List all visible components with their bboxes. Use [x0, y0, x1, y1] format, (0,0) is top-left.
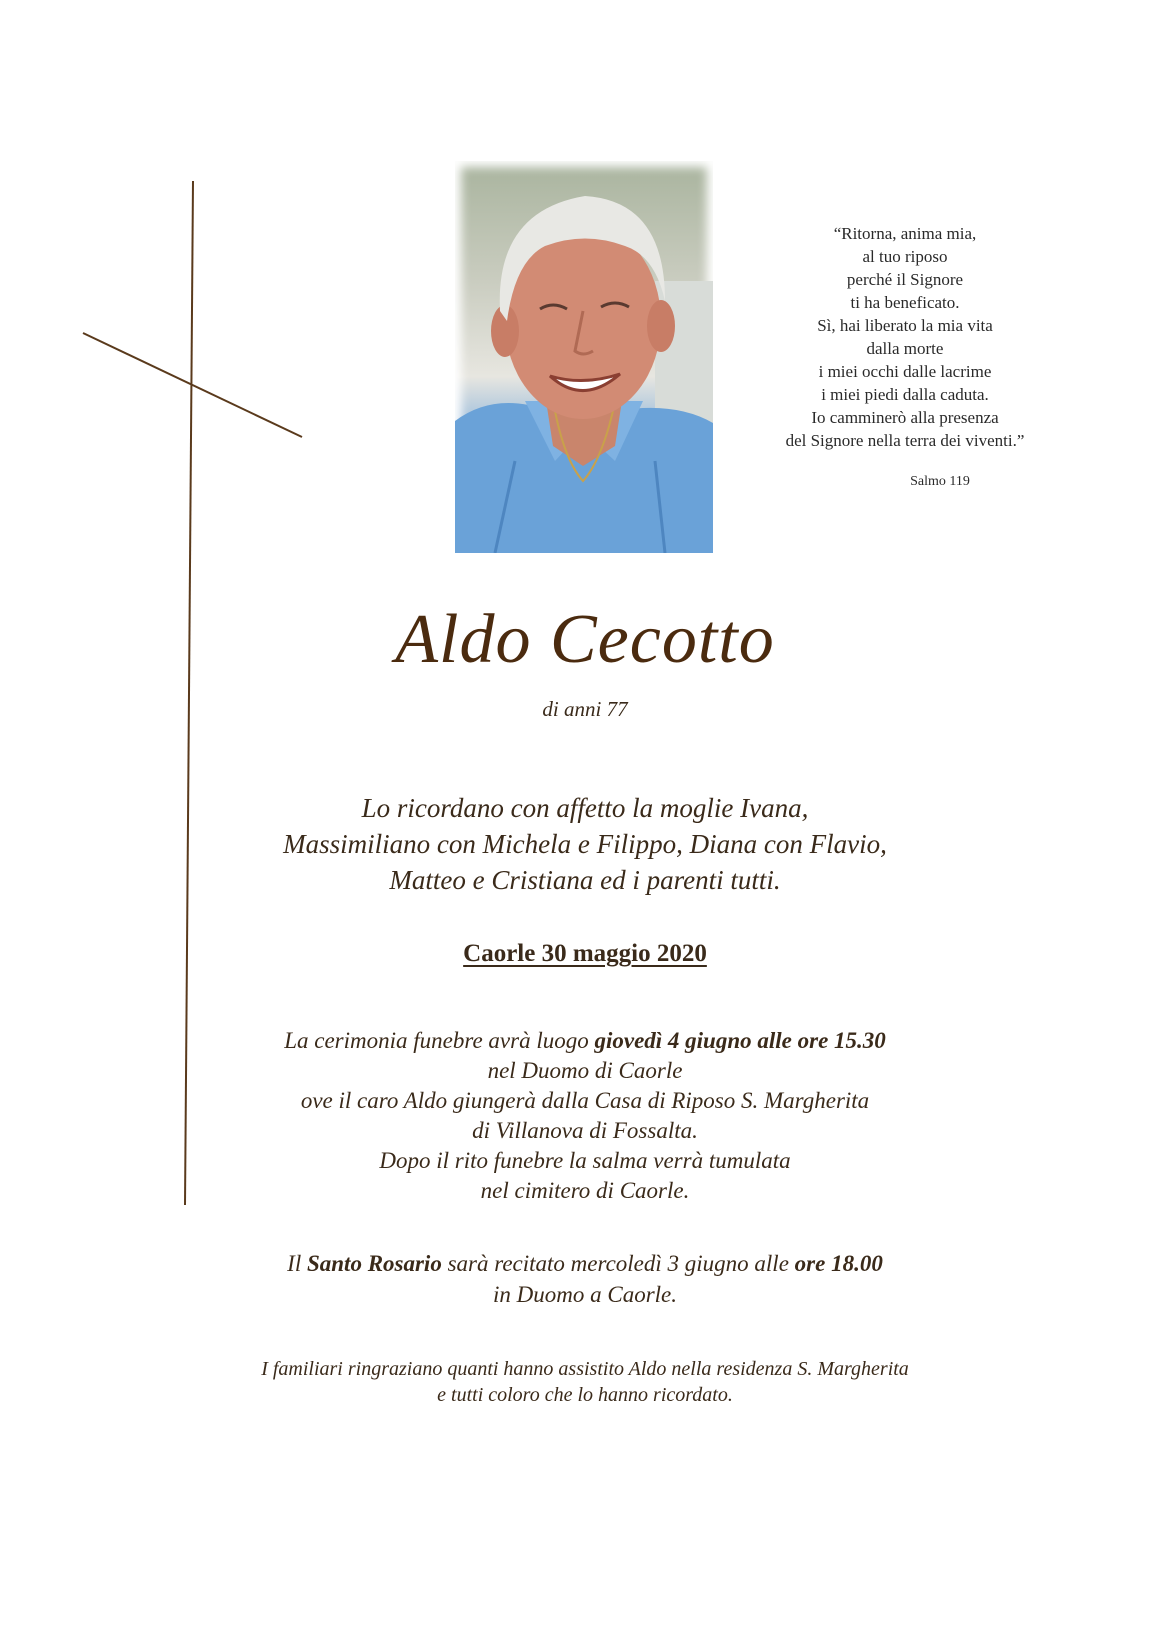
mourners-text — [0, 790, 1170, 898]
rosary-time: ore 18.00 — [794, 1251, 883, 1276]
rosary-title: Santo Rosario — [306, 1251, 442, 1276]
psalm-line: i miei piedi dalla caduta. — [821, 385, 989, 404]
mourners-line: Lo ricordano con affetto la moglie Ivana, — [361, 793, 809, 823]
rosary-line: in Duomo a Caorle. — [493, 1282, 677, 1307]
psalm-line: dalla morte — [866, 339, 944, 358]
psalm-line: al tuo riposo — [862, 247, 948, 266]
psalm-quote — [740, 222, 1070, 452]
ceremony-line: Dopo il rito funebre la salma verrà tumulata — [379, 1148, 791, 1173]
place-date-text: Caorle 30 maggio 2020 — [463, 940, 707, 967]
deceased-name: Aldo Cecotto — [395, 601, 775, 678]
deceased-age: di anni 77 — [542, 697, 628, 721]
thanks-line: I familiari ringraziano quanti hanno assistito Aldo nella residenza S. Margherita — [261, 1358, 909, 1380]
psalm-line: “Ritorna, anima mia, — [833, 224, 977, 243]
ceremony-line — [0, 1026, 1170, 1056]
psalm-line: Io camminerò alla presenza — [811, 408, 999, 427]
ceremony-text — [0, 1026, 1170, 1206]
portrait-photo — [455, 161, 713, 553]
ceremony-line-prefix: La cerimonia funebre avrà luogo — [284, 1028, 595, 1053]
place-date-heading — [0, 940, 1170, 968]
thanks-text — [0, 1356, 1170, 1408]
psalm-reference: Salmo 119 — [910, 474, 970, 489]
psalm-line: Sì, hai liberato la mia vita — [817, 316, 993, 335]
ceremony-line: di Villanova di Fossalta. — [472, 1118, 698, 1143]
rosary-line — [0, 1248, 1170, 1279]
mourners-line: Massimiliano con Michela e Filippo, Diana con Flavio, — [283, 829, 887, 859]
rosary-text — [0, 1248, 1170, 1310]
ceremony-line: nel cimitero di Caorle. — [480, 1178, 690, 1203]
rosary-middle: sarà recitato mercoledì 3 giugno alle — [441, 1251, 795, 1276]
psalm-line: ti ha beneficato. — [850, 293, 960, 312]
thanks-line: e tutti coloro che lo hanno ricordato. — [437, 1384, 733, 1406]
psalm-line: perché il Signore — [846, 270, 964, 289]
ceremony-datetime: giovedì 4 giugno alle ore 15.30 — [594, 1028, 886, 1053]
psalm-line: i miei occhi dalle lacrime — [818, 362, 992, 381]
mourners-line: Matteo e Cristiana ed i parenti tutti. — [389, 865, 781, 895]
ceremony-line: nel Duomo di Caorle — [487, 1058, 683, 1083]
ceremony-line: ove il caro Aldo giungerà dalla Casa di Riposo S. Margherita — [300, 1088, 870, 1113]
rosary-prefix: Il — [287, 1251, 307, 1276]
psalm-line: del Signore nella terra dei viventi.” — [785, 431, 1025, 450]
